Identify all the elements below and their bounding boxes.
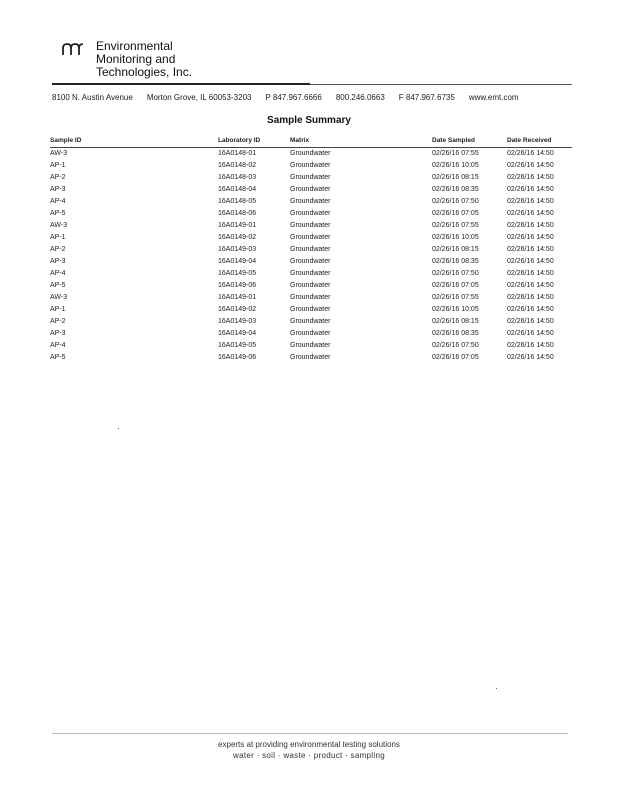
street-address: 8100 N. Austin Avenue (52, 93, 133, 102)
cell-date-received: 02/26/16 14:50 (507, 234, 554, 241)
cell-sample-id: AP-5 (50, 282, 66, 289)
column-header-date-sampled: Date Sampled (432, 136, 507, 148)
scan-speck (496, 688, 497, 689)
company-contact-line (52, 93, 519, 102)
cell-laboratory-id: 16A0149-01 (218, 294, 257, 301)
cell-date-received: 02/26/16 14:50 (507, 210, 554, 217)
cell-sample-id: AP-1 (50, 162, 66, 169)
cell-matrix: Groundwater (290, 162, 331, 169)
cell-date-sampled: 02/26/16 07:50 (432, 342, 479, 349)
cell-date-sampled: 02/26/16 08:15 (432, 174, 479, 181)
page-title: Sample Summary (267, 115, 351, 126)
cell-date-received: 02/26/16 14:50 (507, 186, 554, 193)
cell-matrix: Groundwater (290, 354, 331, 361)
cell-sample-id: AP-3 (50, 330, 66, 337)
footer-tagline: experts at providing environmental testing solutions (218, 740, 400, 749)
scan-speck (118, 428, 119, 429)
cell-laboratory-id: 16A0148-03 (218, 174, 257, 181)
cell-laboratory-id: 16A0148-01 (218, 150, 257, 157)
company-name-line3: Technologies, Inc. (96, 65, 193, 79)
table-row (50, 268, 572, 280)
table-row (50, 352, 572, 364)
footer-services: water · soil · waste · product · sampling (233, 751, 385, 760)
cell-date-sampled: 02/26/16 07:05 (432, 210, 479, 217)
cell-date-received: 02/26/16 14:50 (507, 270, 554, 277)
cell-matrix: Groundwater (290, 294, 331, 301)
table-row (50, 232, 572, 244)
city-state-zip: Morton Grove, IL 60053-3203 (146, 93, 252, 102)
column-header-date-received: Date Received (507, 136, 572, 148)
cell-laboratory-id: 16A0148-04 (218, 186, 257, 193)
cell-sample-id: AP-1 (50, 234, 66, 241)
cell-laboratory-id: 16A0149-02 (218, 306, 257, 313)
table-row (50, 244, 572, 256)
table-row (50, 292, 572, 304)
cell-date-received: 02/26/16 14:50 (507, 174, 554, 181)
cell-date-sampled: 02/26/16 08:15 (432, 318, 479, 325)
cell-sample-id: AP-2 (50, 174, 66, 181)
cell-laboratory-id: 16A0148-05 (218, 198, 257, 205)
cell-date-received: 02/26/16 14:50 (507, 342, 554, 349)
cell-laboratory-id: 16A0149-04 (218, 258, 257, 265)
cell-laboratory-id: 16A0149-03 (218, 318, 257, 325)
column-header-laboratory-id: Laboratory ID (218, 136, 290, 148)
cell-date-received: 02/26/16 14:50 (507, 318, 554, 325)
cell-laboratory-id: 16A0149-03 (218, 246, 257, 253)
table-row (50, 340, 572, 352)
footer-rule (52, 733, 568, 734)
sample-summary-table (50, 136, 572, 364)
cell-date-received: 02/26/16 14:50 (507, 258, 554, 265)
cell-sample-id: AP-4 (50, 198, 66, 205)
website-link[interactable]: www.emt.com (468, 93, 519, 102)
column-header-sample-id: Sample ID (50, 136, 218, 148)
cell-date-sampled: 02/26/16 07:55 (432, 294, 479, 301)
cell-date-sampled: 02/26/16 07:05 (432, 282, 479, 289)
company-name-line2: Monitoring and (96, 52, 176, 66)
phone-number: P 847.967.6666 (265, 93, 322, 102)
cell-laboratory-id: 16A0149-04 (218, 330, 257, 337)
cell-date-received: 02/26/16 14:50 (507, 330, 554, 337)
tollfree-number: 800.246.0663 (335, 93, 385, 102)
table-row (50, 172, 572, 184)
cell-date-sampled: 02/26/16 10:05 (432, 162, 479, 169)
cell-date-sampled: 02/26/16 07:05 (432, 354, 479, 361)
cell-matrix: Groundwater (290, 246, 331, 253)
company-logo (62, 40, 192, 79)
cell-date-received: 02/26/16 14:50 (507, 246, 554, 253)
cell-sample-id: AP-5 (50, 354, 66, 361)
cell-laboratory-id: 16A0149-02 (218, 234, 257, 241)
cell-matrix: Groundwater (290, 234, 331, 241)
cell-date-sampled: 02/26/16 08:35 (432, 258, 479, 265)
table-row (50, 208, 572, 220)
cell-matrix: Groundwater (290, 258, 331, 265)
cell-sample-id: AP-1 (50, 306, 66, 313)
table-row (50, 304, 572, 316)
cell-laboratory-id: 16A0149-06 (218, 354, 257, 361)
cell-matrix: Groundwater (290, 150, 331, 157)
cell-sample-id: AP-4 (50, 270, 66, 277)
cell-laboratory-id: 16A0149-05 (218, 270, 257, 277)
cell-date-received: 02/26/16 14:50 (507, 354, 554, 361)
cell-date-sampled: 02/26/16 07:50 (432, 198, 479, 205)
cell-date-received: 02/26/16 14:50 (507, 150, 554, 157)
cell-date-received: 02/26/16 14:50 (507, 282, 554, 289)
emt-logo-icon (62, 42, 84, 56)
cell-sample-id: AW-3 (50, 150, 68, 157)
cell-sample-id: AW-3 (50, 294, 68, 301)
cell-matrix: Groundwater (290, 198, 331, 205)
cell-laboratory-id: 16A0149-01 (218, 222, 257, 229)
cell-date-sampled: 02/26/16 08:35 (432, 330, 479, 337)
cell-sample-id: AP-5 (50, 210, 66, 217)
cell-matrix: Groundwater (290, 306, 331, 313)
cell-matrix: Groundwater (290, 174, 331, 181)
table-row (50, 220, 572, 232)
cell-sample-id: AP-3 (50, 258, 66, 265)
company-name (96, 40, 192, 79)
cell-matrix: Groundwater (290, 222, 331, 229)
cell-matrix: Groundwater (290, 342, 331, 349)
cell-date-received: 02/26/16 14:50 (507, 294, 554, 301)
cell-laboratory-id: 16A0149-05 (218, 342, 257, 349)
cell-date-received: 02/26/16 14:50 (507, 162, 554, 169)
cell-date-received: 02/26/16 14:50 (507, 198, 554, 205)
table-row (50, 316, 572, 328)
cell-sample-id: AW-3 (50, 222, 68, 229)
cell-date-sampled: 02/26/16 08:35 (432, 186, 479, 193)
company-name-line1: Environmental (96, 39, 173, 53)
cell-date-sampled: 02/26/16 10:05 (432, 234, 479, 241)
cell-matrix: Groundwater (290, 186, 331, 193)
cell-date-sampled: 02/26/16 07:50 (432, 270, 479, 277)
cell-sample-id: AP-2 (50, 318, 66, 325)
footer (0, 740, 618, 760)
header-rule-accent (52, 83, 310, 85)
cell-date-received: 02/26/16 14:50 (507, 222, 554, 229)
cell-laboratory-id: 16A0148-06 (218, 210, 257, 217)
cell-laboratory-id: 16A0149-06 (218, 282, 257, 289)
cell-date-sampled: 02/26/16 07:55 (432, 222, 479, 229)
table-row (50, 184, 572, 196)
cell-date-sampled: 02/26/16 08:15 (432, 246, 479, 253)
table-row (50, 148, 572, 161)
cell-date-received: 02/26/16 14:50 (507, 306, 554, 313)
cell-sample-id: AP-2 (50, 246, 66, 253)
cell-matrix: Groundwater (290, 318, 331, 325)
cell-laboratory-id: 16A0148-02 (218, 162, 257, 169)
cell-matrix: Groundwater (290, 330, 331, 337)
table-row (50, 256, 572, 268)
column-header-matrix: Matrix (290, 136, 432, 148)
cell-sample-id: AP-3 (50, 186, 66, 193)
cell-matrix: Groundwater (290, 210, 331, 217)
cell-matrix: Groundwater (290, 282, 331, 289)
table-row (50, 160, 572, 172)
table-row (50, 280, 572, 292)
table-header-row (50, 136, 572, 148)
fax-number: F 847.967.6735 (398, 93, 455, 102)
table-row (50, 196, 572, 208)
table-row (50, 328, 572, 340)
cell-matrix: Groundwater (290, 270, 331, 277)
cell-sample-id: AP-4 (50, 342, 66, 349)
cell-date-sampled: 02/26/16 10:05 (432, 306, 479, 313)
cell-date-sampled: 02/26/16 07:55 (432, 150, 479, 157)
